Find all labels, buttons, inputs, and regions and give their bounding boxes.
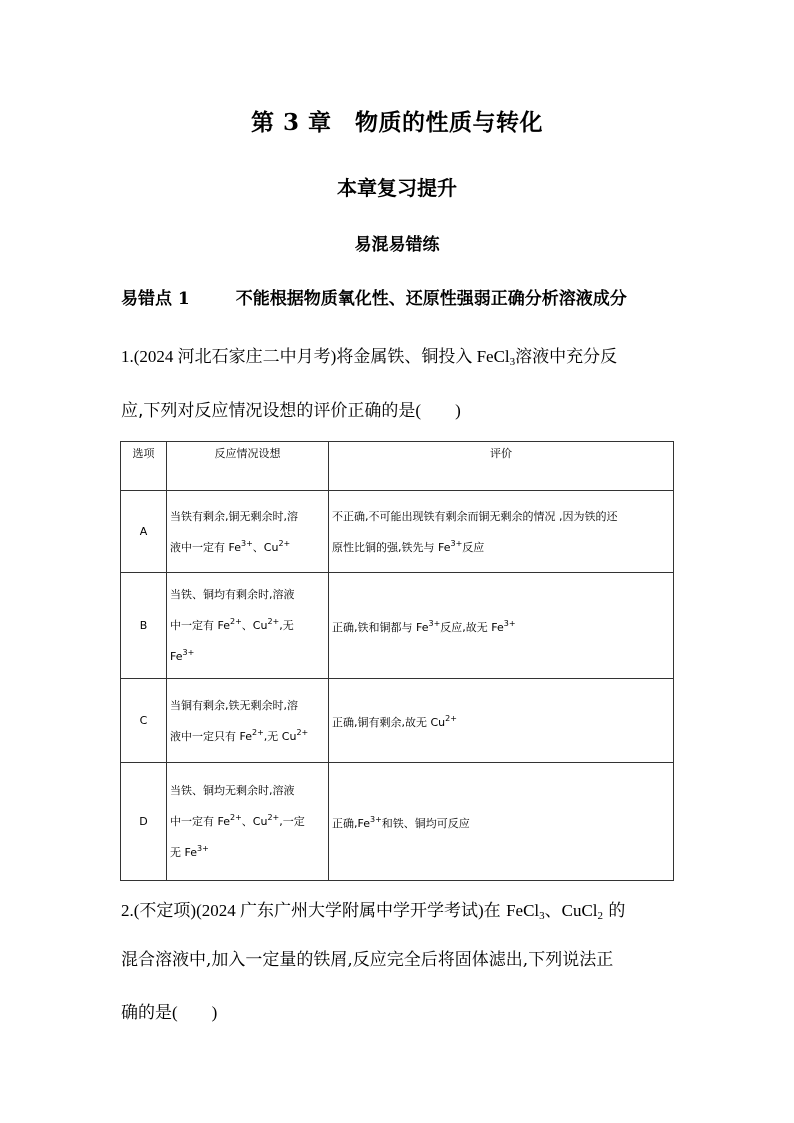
option-label: D xyxy=(121,763,167,881)
subsection-title: 易混易错练 xyxy=(354,235,440,255)
question-2-text-c: 确的是 xyxy=(121,1003,172,1023)
option-hypothesis: 当铜有剩余,铁无剩余时,溶 液中一定只有 $Fe^{2+}$,无 $Cu^{2+}$ xyxy=(167,679,329,763)
question-1-source: 1.(2024 河北石家庄二中月考) xyxy=(121,347,337,366)
question-2-separator: 、 xyxy=(544,901,562,921)
question-1-text-c: 应,下列对反应情况设想的评价正确的是 xyxy=(121,401,416,421)
question-2-text-b: 的 xyxy=(603,901,626,921)
error-point-label: 易错点 1 xyxy=(121,289,190,309)
option-label: A xyxy=(121,491,167,573)
question-1-formula: FeCl$_3$ xyxy=(476,347,516,368)
error-point-text: 不能根据物质氧化性、还原性强弱正确分析溶液成分 xyxy=(235,289,627,309)
option-evaluation: 正确$,Fe^{3+}$和铁、铜均可反应 xyxy=(329,763,674,881)
question-2-line-1 xyxy=(121,896,625,922)
question-1-answer-blank: ( ) xyxy=(415,401,461,420)
question-2-text-a: 在 xyxy=(483,901,507,921)
table-header-row xyxy=(121,442,674,491)
question-2-source: 2.(不定项)(2024 广东广州大学附属中学开学考试) xyxy=(121,901,484,920)
option-hypothesis: 当铁、铜均有剩余时,溶液 中一定有 $Fe^{2+}$、$Cu^{2+}$,无 $Fe^{3+}$ xyxy=(167,573,329,679)
option-label: C xyxy=(121,679,167,763)
question-2-formula-1: FeCl$_3$ xyxy=(506,901,545,922)
options-table xyxy=(120,441,674,881)
option-hypothesis: 当铁有剩余,铜无剩余时,溶 液中一定有 $Fe^{3+}$、$Cu^{2+}$ xyxy=(167,491,329,573)
question-2-line-2: 混合溶液中,加入一定量的铁屑,反应完全后将固体滤出,下列说法正 xyxy=(121,950,614,970)
option-evaluation: 正确,铜有剩余,故无 $Cu^{2+}$ xyxy=(329,679,674,763)
option-hypothesis: 当铁、铜均无剩余时,溶液 中一定有 $Fe^{2+}$、$Cu^{2+}$,一定 无 $Fe^{3+}$ xyxy=(167,763,329,881)
table-row xyxy=(121,763,674,881)
header-hypothesis: 反应情况设想 xyxy=(167,442,329,491)
question-1-line-1 xyxy=(121,342,617,368)
error-point-heading xyxy=(121,284,627,309)
option-evaluation: 正确,铁和铜都与 $Fe^{3+}$反应,故无 $Fe^{3+}$ xyxy=(329,573,674,679)
question-2-answer-blank: ( ) xyxy=(172,1003,218,1022)
header-evaluation: 评价 xyxy=(329,442,674,491)
question-2-line-3 xyxy=(121,998,217,1023)
table-row xyxy=(121,491,674,573)
chapter-title: 第 3 章 物质的性质与转化 xyxy=(250,109,544,136)
question-2-formula-2: CuCl$_2$ xyxy=(561,901,604,922)
header-option: 选项 xyxy=(121,442,167,491)
option-evaluation: 不正确,不可能出现铁有剩余而铜无剩余的情况 ,因为铁的还 原性比铜的强,铁先与 $Fe^{3+}$反应 xyxy=(329,491,674,573)
table-row xyxy=(121,679,674,763)
section-title: 本章复习提升 xyxy=(337,176,457,200)
question-1-line-2 xyxy=(121,396,461,421)
question-1-text-b: 溶液中充分反 xyxy=(515,347,618,367)
table-row xyxy=(121,573,674,679)
option-label: B xyxy=(121,573,167,679)
question-1-text-a: 将金属铁、铜投入 xyxy=(336,347,473,367)
